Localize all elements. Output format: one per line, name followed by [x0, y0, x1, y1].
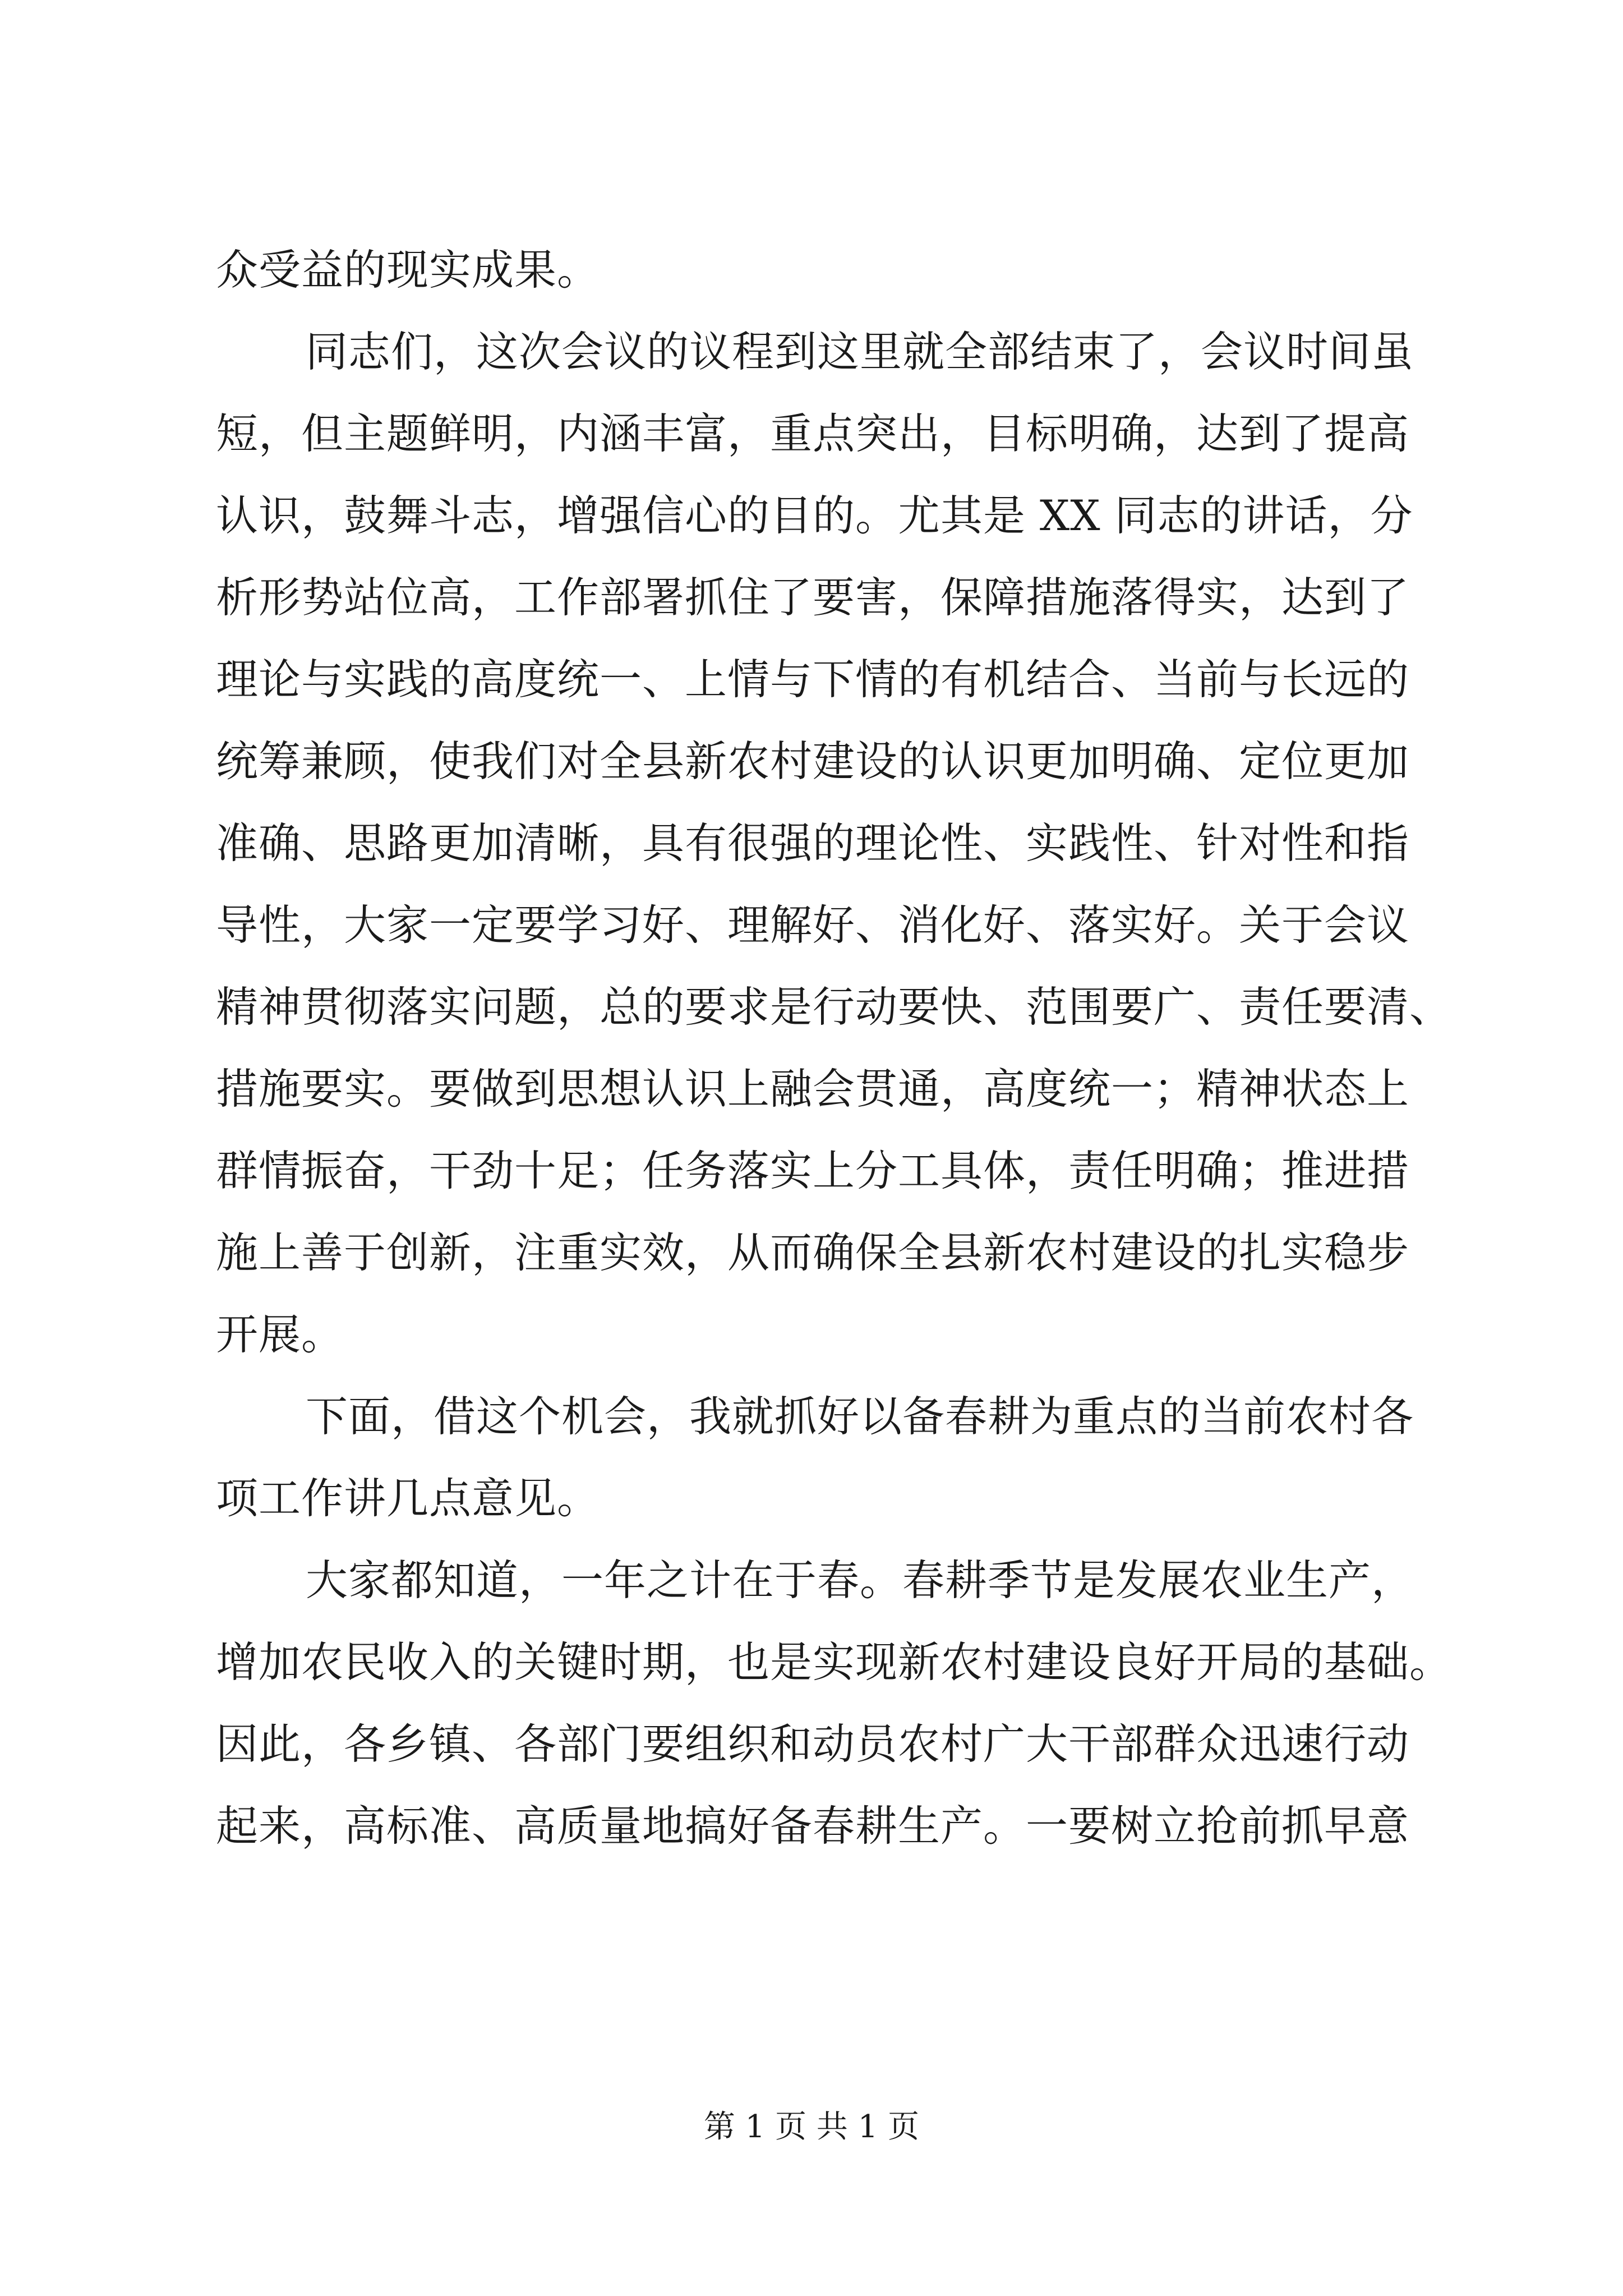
text-line: 下面，借这个机会，我就抓好以备春耕为重点的当前农村各 — [306, 1392, 1414, 1441]
text-line: 增加农民收入的关键时期，也是实现新农村建设良好开局的基础。 — [216, 1637, 1453, 1687]
text-line: 群情振奋，干劲十足；任务落实上分工具体，责任明确；推进措 — [216, 1146, 1410, 1195]
text-line: 析形势站位高，工作部署抓住了要害，保障措施落得实，达到了 — [216, 573, 1410, 622]
text-line: 认识，鼓舞斗志，增强信心的目的。尤其是 XX 同志的讲话，分 — [216, 491, 1413, 540]
text-line: 精神贯彻落实问题，总的要求是行动要快、范围要广、责任要清、 — [216, 982, 1453, 1032]
text-line: 因此，各乡镇、各部门要组织和动员农村广大干部群众迅速行动 — [216, 1719, 1410, 1769]
text-line: 项工作讲几点意见。 — [216, 1474, 600, 1523]
text-line: 开展。 — [216, 1310, 344, 1359]
document-body — [216, 229, 1453, 1867]
text-line: 短，但主题鲜明，内涵丰富，重点突出，目标明确，达到了提高 — [216, 409, 1410, 458]
text-line: 理论与实践的高度统一、上情与下情的有机结合、当前与长远的 — [216, 655, 1410, 704]
text-line: 准确、思路更加清晰，具有很强的理论性、实践性、针对性和指 — [216, 818, 1410, 868]
text-line: 施上善于创新，注重实效，从而确保全县新农村建设的扎实稳步 — [216, 1228, 1410, 1277]
text-line: 导性，大家一定要学习好、理解好、消化好、落实好。关于会议 — [216, 900, 1410, 950]
text-line: 同志们，这次会议的议程到这里就全部结束了，会议时间虽 — [306, 327, 1414, 376]
text-line: 众受益的现实成果。 — [216, 245, 600, 295]
text-line: 大家都知道，一年之计在于春。春耕季节是发展农业生产， — [306, 1556, 1414, 1605]
text-line: 起来，高标准、高质量地搞好备春耕生产。一要树立抢前抓早意 — [216, 1801, 1410, 1851]
text-line: 措施要实。要做到思想认识上融会贯通，高度统一；精神状态上 — [216, 1064, 1410, 1114]
page-footer: 第 1 页 共 1 页 — [703, 2109, 920, 2145]
text-line: 统筹兼顾，使我们对全县新农村建设的认识更加明确、定位更加 — [216, 737, 1410, 786]
